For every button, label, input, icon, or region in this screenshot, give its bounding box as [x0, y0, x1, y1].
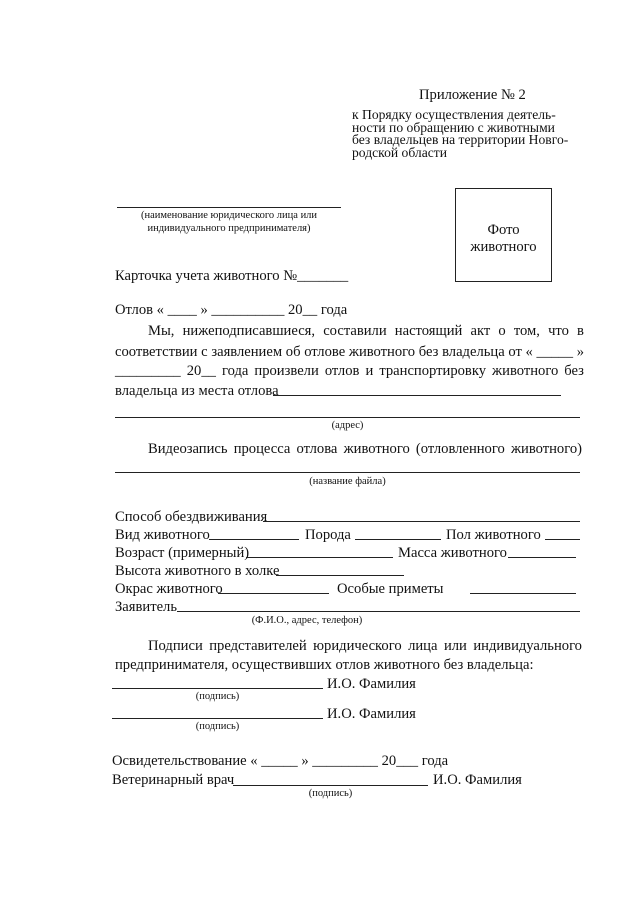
act-word: » [576, 344, 584, 360]
photo-label: животного [470, 239, 537, 255]
weight-label: Масса животного [398, 545, 507, 561]
act-word: отлов [324, 363, 360, 379]
act-word: о [498, 323, 506, 339]
signer-name-2: И.О. Фамилия [327, 706, 416, 722]
act-word: Мы, [148, 323, 175, 339]
signature-caption-1: (подпись) [195, 691, 240, 702]
color-line [218, 593, 329, 594]
age-line [246, 557, 393, 558]
act-word: составили [323, 323, 387, 339]
file-name-line [115, 472, 580, 473]
act-word: _________ [115, 363, 181, 379]
appendix-order-line: ности по обращению с животными [352, 119, 555, 135]
breed-line [355, 539, 441, 540]
signature-caption-2: (подпись) [195, 721, 240, 732]
signatures-word: лица [408, 638, 438, 654]
photo-label: Фото [487, 222, 520, 238]
signature-line-1 [112, 688, 323, 689]
act-word: акт [470, 323, 491, 339]
vet-signature-line [233, 785, 428, 786]
act-word: и [365, 363, 374, 379]
video-word: животного) [510, 441, 582, 457]
weight-line [508, 557, 576, 558]
video-word: животного [343, 441, 410, 457]
immobilization-line [263, 521, 580, 522]
examination-date: Освидетельствование « _____ » _________ 20___ года [112, 753, 449, 769]
act-word: соответствии [115, 344, 198, 360]
appendix-order-line: без владельцев на территории Новго- [352, 132, 569, 147]
capture-place-line [273, 395, 561, 396]
signer-name-1: И.О. Фамилия [327, 676, 416, 692]
video-word: отлова [296, 441, 338, 457]
org-caption [117, 209, 341, 235]
act-word: без [564, 363, 584, 379]
act-word: произвели [254, 363, 319, 379]
act-word: нижеподписавшиеся, [182, 323, 316, 339]
act-word: _____ [536, 344, 574, 360]
act-word: заявлением [211, 344, 283, 360]
breed-label: Порода [305, 527, 351, 543]
act-word: отлове [304, 344, 346, 360]
address-line [115, 417, 580, 418]
signatures-word: индивидуального [473, 638, 582, 654]
species-line [209, 539, 299, 540]
height-label: Высота животного в холке [115, 563, 280, 579]
act-word: настоящий [394, 323, 463, 339]
act-word: без [418, 344, 439, 360]
animal-photo-box [455, 188, 552, 282]
sex-line [545, 539, 580, 540]
act-line-3 [115, 362, 584, 380]
signatures-intro [148, 637, 582, 655]
height-line [276, 575, 404, 576]
marks-line [470, 593, 576, 594]
signatures-word: представителей [209, 638, 307, 654]
color-label: Окрас животного [115, 581, 223, 597]
signatures-intro-line2: предпринимателя, осуществивших отлов животного без владельца: [115, 657, 534, 673]
act-word: владельца [442, 344, 505, 360]
marks-label: Особые приметы [337, 581, 444, 597]
vet-signature-caption: (подпись) [308, 788, 353, 799]
vet-name: И.О. Фамилия [433, 772, 522, 788]
act-word: с [201, 344, 208, 360]
act-word: года [221, 363, 249, 379]
org-caption-line: (наименование юридического лица или [140, 210, 318, 221]
video-word: Видеозапись [148, 441, 228, 457]
act-word: « [525, 344, 533, 360]
appendix-order-line: родской области [352, 144, 447, 160]
sex-label: Пол животного [446, 527, 541, 543]
video-word: процесса [233, 441, 291, 457]
act-line-4: владельца из места отлова [115, 383, 279, 399]
signatures-word: или [443, 638, 467, 654]
act-word: животного [348, 344, 416, 360]
signatures-word: юридического [313, 638, 402, 654]
act-word: животного [492, 363, 559, 379]
appendix-order-line: к Порядку осуществления деятель- [352, 107, 556, 122]
immobilization-label: Способ обездвиживания [115, 509, 268, 525]
act-line-1 [148, 322, 584, 340]
appendix-title: Приложение № 2 [419, 87, 526, 103]
video-word: (отловленного [415, 441, 505, 457]
vet-label: Ветеринарный врач [112, 772, 235, 788]
act-word: 20__ [186, 363, 216, 379]
act-word: в [577, 323, 584, 339]
appendix-order [352, 109, 568, 159]
act-word: том, [513, 323, 540, 339]
address-caption: (адрес) [331, 420, 364, 431]
capture-date: Отлов « ____ » __________ 20__ года [115, 302, 348, 318]
act-word: транспортировку [379, 363, 486, 379]
applicant-label: Заявитель [115, 599, 177, 615]
video-line [148, 440, 582, 458]
card-title: Карточка учета животного №_______ [115, 268, 349, 284]
act-line-2 [115, 343, 584, 361]
applicant-caption: (Ф.И.О., адрес, телефон) [251, 615, 363, 626]
signatures-word: Подписи [148, 638, 203, 654]
age-label: Возраст (примерный) [115, 545, 250, 561]
act-word: от [508, 344, 522, 360]
applicant-line [177, 611, 580, 612]
signature-line-2 [112, 718, 323, 719]
org-caption-line: индивидуального предпринимателя) [147, 223, 311, 234]
species-label: Вид животного [115, 527, 210, 543]
file-caption: (название файла) [309, 476, 386, 487]
act-word: об [285, 344, 301, 360]
act-word: что [548, 323, 569, 339]
org-name-line [117, 207, 341, 208]
